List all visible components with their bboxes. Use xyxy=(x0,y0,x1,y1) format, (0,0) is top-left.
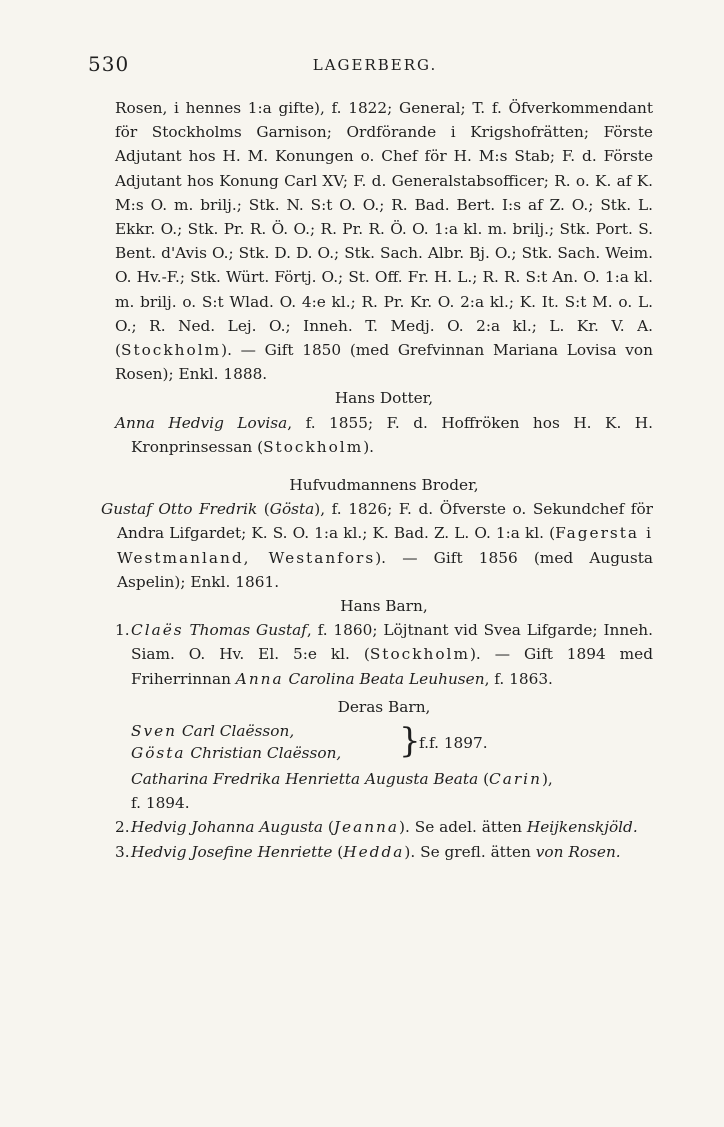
child-3-family: von Rosen. xyxy=(535,842,621,861)
child-1-names: Thomas Gustaf xyxy=(183,621,307,640)
child-3-number: 3. xyxy=(115,842,130,861)
child-1-place: Stockholm xyxy=(369,645,470,664)
child-1-wife-given-name: Anna xyxy=(235,669,284,688)
anna-text: , f. 1855; F. d. Hoffröken hos H. K. H. Kronprinsessan ( xyxy=(131,413,653,456)
page-number: 530 xyxy=(88,52,130,76)
page-header xyxy=(88,52,662,78)
carin-nickname: Carin xyxy=(489,770,542,789)
child-3-paren: ( xyxy=(332,842,344,861)
entry-child-2 xyxy=(115,815,653,839)
child-3-nickname: Hedda xyxy=(343,842,405,861)
heading-deras: Deras Barn, xyxy=(337,697,431,716)
child-1-wife-names: Carolina Beata Leuhusen xyxy=(283,669,485,688)
gosta-names: Christian Claësson, xyxy=(185,744,342,763)
gustaf-marriage: ). — Gift 1856 (med Augusta Aspelin); Enkl. 1861. xyxy=(117,548,653,591)
twins-group xyxy=(131,719,653,767)
brace-glyph: } xyxy=(399,721,421,762)
twins-born: f.f. 1897. xyxy=(419,734,488,753)
entry-child-1 xyxy=(115,618,653,691)
child-1-text: , f. 1860; Löjtnant vid Svea Lifgarde; Inneh. Siam. O. Hv. El. 5:e kl. ( xyxy=(131,621,653,664)
child-1-marriage: ). — Gift 1894 med Friherrinnan xyxy=(131,645,654,688)
text-body xyxy=(101,96,654,864)
entry-gustaf xyxy=(101,497,653,594)
sven-given-name: Sven xyxy=(131,722,178,741)
heading-broder: Hufvudmannens Broder, xyxy=(289,476,479,495)
child-1-number: 1. xyxy=(115,621,130,640)
general-text: Rosen, i hennes 1:a gifte), f. 1822; General; T. f. Öfverkommendant för Stockholms Garnison; Ordförande i Krigshofrätten; Förste Adjutant hos H. M. Konungen o. Chef för H. M:s Stab; F. d. Förste Adjutant hos Konung Carl XV; F. d. Generalstabsofficer; R. o. K. af K. M:s O. m. brilj.; Stk. N. S:t O. O.; R. Bad. Bert. I:s af Z. O.; Stk. L. Ekkr. O.; Stk. Pr. R. Ö. O.; R. Pr. R. Ö. O. 1:a kl. m. brilj.; Stk. Port. S. Bent. d'Avis O.; Stk. D. D. O.; Stk. Sach. Albr. Bj. O.; Stk. Sach. Weim. O. Hv.-F.; Stk. Würt. Förtj. O.; St. Off. Fr. H. L.; R. R. S:t An. O. 1:a kl. m. brilj. o. S:t Wlad. O. 4:e kl.; R. Pr. Kr. O. 2:a kl.; K. It. S:t M. o. L. O.; R. Ned. Lej. O.; Inneh. T. Medj. O. 2:a kl.; L. Kr. V. A. xyxy=(115,99,653,335)
gustaf-name: Gustaf Otto Fredrik xyxy=(101,500,258,519)
gustaf-place: Fagersta i Westmanland, Westanfors xyxy=(117,524,653,567)
child-1-given-name: Claës xyxy=(131,621,184,640)
carin-paren-open: ( xyxy=(478,770,490,789)
anna-name: Anna Hedvig Lovisa xyxy=(115,413,288,432)
gosta-given-name: Gösta xyxy=(131,744,186,763)
entry-child-3 xyxy=(115,840,653,864)
running-head: LAGERBERG. xyxy=(312,56,438,74)
carin-born: f. 1894. xyxy=(131,794,190,813)
carin-names: Catharina Fredrika Henrietta Augusta Beata xyxy=(131,770,479,789)
heading-dotter: Hans Dotter, xyxy=(334,389,434,408)
child-3-names: Hedvig Josefine Henriette xyxy=(131,842,333,861)
carin-paren-close: ), xyxy=(541,770,553,789)
general-place: Stockholm xyxy=(120,341,222,360)
heading-barn: Hans Barn, xyxy=(340,597,428,616)
paragraph-general: Rosen, i hennes 1:a gifte), f. 1822; General; T. f. Öfverkommendant för Stockholms Garnison; Ordförande i Krigshofrätten; Förste Adjutant hos H. M. Konungen o. Chef för H. M:s Stab; F. d. Förste Adjutant hos Konung Carl XV; F. d. Generalstabsofficer; R. o. K. af K. M:s O. m. brilj.; Stk. N. S:t O. O.; R. Bad. Bert. I:s af Z. O.; Stk. L. Ekkr. O.; Stk. Pr. R. Ö. O.; R. Pr. R. Ö. O. 1:a kl. m. brilj.; Stk. Port. S. Bent. d'Avis O.; Stk. D. D. O.; Stk. Sach. Albr. Bj. O.; Stk. Sach. Weim. O. Hv.-F.; Stk. Würt. Förtj. O.; St. Off. Fr. H. L.; R. R. S:t An. O. 1:a kl. m. brilj. o. S:t Wlad. O. 4:e kl.; R. Pr. Kr. O. 2:a kl.; K. It. S:t M. o. L. O.; R. Ned. Lej. O.; Inneh. T. Medj. O. 2:a kl.; L. Kr. V. A. (Stockholm). — Gift 1850 (med Grefvinnan Mariana Lovisa von Rosen); Enkl. 1888. xyxy=(115,99,653,384)
anna-end: ). xyxy=(363,437,375,456)
child-1-wife-born: , f. 1863. xyxy=(484,669,553,688)
gustaf-paren: ( xyxy=(257,500,270,519)
child-2-paren: ( xyxy=(323,818,334,837)
anna-place: Stockholm xyxy=(263,437,364,456)
child-2-text: ). Se adel. ätten xyxy=(399,818,527,837)
general-marriage: ). — Gift 1850 (med Grefvinnan Mariana Lovisa von Rosen); Enkl. 1888. xyxy=(115,341,653,384)
grandchild-gosta xyxy=(131,741,341,765)
entry-anna xyxy=(115,411,653,459)
grandchild-sven xyxy=(131,719,294,743)
grandchildren xyxy=(115,719,653,815)
sven-names: Carl Claësson, xyxy=(177,722,295,741)
child-2-names: Hedvig Johanna Augusta xyxy=(131,818,324,837)
grandchild-carin xyxy=(131,767,653,791)
child-2-family: Heijkenskjöld. xyxy=(526,818,638,837)
gustaf-nickname: Gösta xyxy=(269,500,315,519)
child-2-nickname: Jeanna xyxy=(333,818,400,837)
child-3-text: ). Se grefl. ätten xyxy=(404,842,536,861)
gustaf-text: ), f. 1826; F. d. Öfverste o. Sekundchef för Andra Lifgardet; K. S. O. 1:a kl.; K. Bad. Z. L. O. 1:a kl. ( xyxy=(117,500,653,543)
child-2-number: 2. xyxy=(115,818,130,837)
